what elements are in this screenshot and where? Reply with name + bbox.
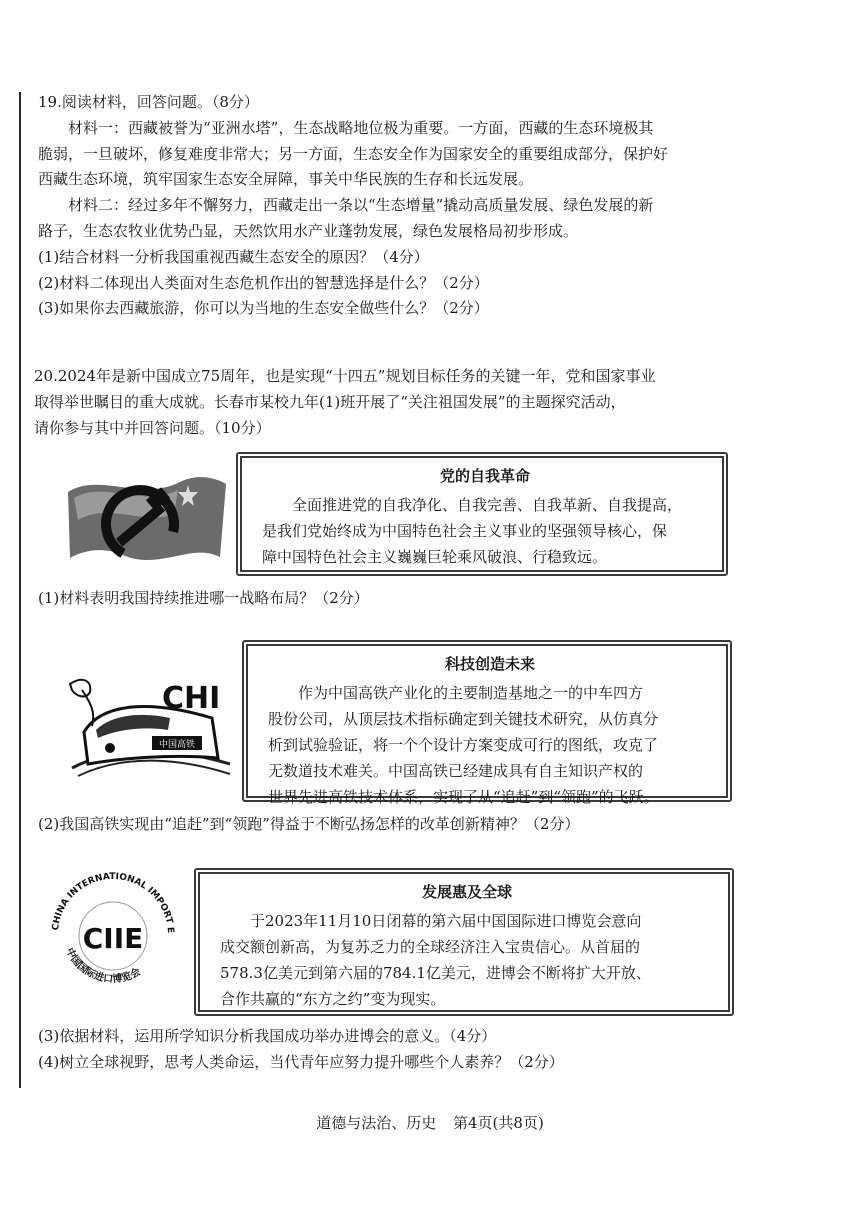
box-line: 世界先进高铁技术体系，实现了从“追赶”到“领跑”的飞跃。 [268,787,659,806]
box-line: 障中国特色社会主义巍巍巨轮乘风破浪、行稳致远。 [262,547,608,566]
box-line: 析到试验验证，将一个个设计方案变成可行的图纸，攻克了 [268,735,659,754]
material-box-party [236,452,728,576]
material-box-technology [242,640,732,806]
high-speed-train-image [62,672,232,784]
question-20-1 [38,586,838,612]
svg-text:中国高铁: 中国高铁 [158,740,196,750]
train-icon [62,672,232,784]
question-20-3-4 [38,1024,838,1076]
page-footer [0,1112,860,1133]
question-20-2 [38,812,838,838]
sub-question: (1)材料表明我国持续推进哪一战略布局？（2分） [38,589,369,607]
party-flag-icon [60,462,230,572]
box-line: 作为中国高铁产业化的主要制造基地之一的中车四方 [298,683,644,702]
box-title: 发展惠及全球 [421,883,512,901]
box-line: 股份公司，从顶层技术指标确定到关键技术研究，从仿真分 [268,709,659,728]
material-box-ciie [194,868,734,1016]
question-19 [38,90,838,322]
box-line: 成交额创新高，为复苏乏力的全球经济注入宝贵信心。从首届的 [220,937,641,956]
box-body [262,492,708,570]
sub-question: (3)如果你去西藏旅游，你可以为当地的生态安全做些什么？（2分） [38,299,489,318]
sub-question: (2)我国高铁实现由“追赶”到“领跑”得益于不断弘扬怎样的改革创新精神？（2分） [38,815,580,833]
box-line: 合作共赢的“东方之约”变为现实。 [220,989,446,1008]
sub-question: (2)材料二体现出人类面对生态危机作出的智慧选择是什么？（2分） [38,273,489,292]
party-flag-image [60,462,230,572]
ciie-logo-image [38,872,188,992]
svg-text:CHINA INTERNATIONAL IMPORT EXP: CHINA INTERNATIONAL IMPORT E [51,872,176,934]
box-line: 于2023年11月10日闭幕的第六届中国国际进口博览会意向 [250,911,642,930]
box-line: 全面推进党的自我净化、自我完善、自我革新、自我提高， [292,495,683,514]
box-title: 党的自我革命 [439,467,530,485]
intro-line: 请你参与其中并回答问题。（10分） [34,418,271,437]
material-1-line: 材料一：西藏被誉为“亚洲水塔”，生态战略地位极为重要。一方面，西藏的生态环境极其 [68,118,654,137]
footer-page-number: 第4页(共8页) [453,1114,544,1132]
box-body [220,908,714,1012]
question-20-intro [34,364,834,441]
sub-question: (1)结合材料一分析我国重视西藏生态安全的原因？（4分） [38,247,429,266]
box-line: 是我们党始终成为中国特色社会主义事业的坚强领导核心，保 [262,521,668,540]
svg-text:中国国际进口博览会: 中国国际进口博览会 [63,946,143,986]
footer-subject: 道德与法治、历史 [316,1114,437,1132]
box-title: 科技创造未来 [444,655,535,673]
binding-margin-line [19,92,21,1088]
ciie-logo-icon [38,872,188,992]
material-1-line: 西藏生态环境，筑牢国家生态安全屏障，事关中华民族的生存和长远发展。 [38,170,534,189]
box-line: 578.3亿美元到第六届的784.1亿美元，进博会不断将扩大开放、 [220,963,651,982]
question-19-title: 19.阅读材料，回答问题。（8分） [38,93,259,111]
sub-question: (3)依据材料，运用所学知识分析我国成功举办进博会的意义。（4分） [38,1027,497,1045]
intro-line: 20.2024年是新中国成立75周年，也是实现“十四五”规划目标任务的关键一年，党和国家事业 [34,367,656,385]
box-line: 无数道技术难关。中国高铁已经建成具有自主知识产权的 [268,761,644,780]
material-2-line: 材料二：经过多年不懈努力，西藏走出一条以“生态增量”撬动高质量发展、绿色发展的新 [68,196,654,215]
svg-text:CIIE: CIIE [82,922,144,955]
sub-question: (4)树立全球视野，思考人类命运，当代青年应努力提升哪些个人素养？（2分） [38,1052,564,1071]
box-body [268,680,712,810]
material-2-line: 路子，生态农牧业优势凸显，天然饮用水产业蓬勃发展，绿色发展格局初步形成。 [38,221,579,240]
intro-line: 取得举世瞩目的重大成就。长春市某校九年(1)班开展了“关注祖国发展”的主题探究活动， [34,392,626,411]
svg-text:CHI: CHI [162,681,221,716]
material-1-line: 脆弱，一旦破坏，修复难度非常大；另一方面，生态安全作为国家安全的重要组成部分，保护好 [38,144,669,163]
